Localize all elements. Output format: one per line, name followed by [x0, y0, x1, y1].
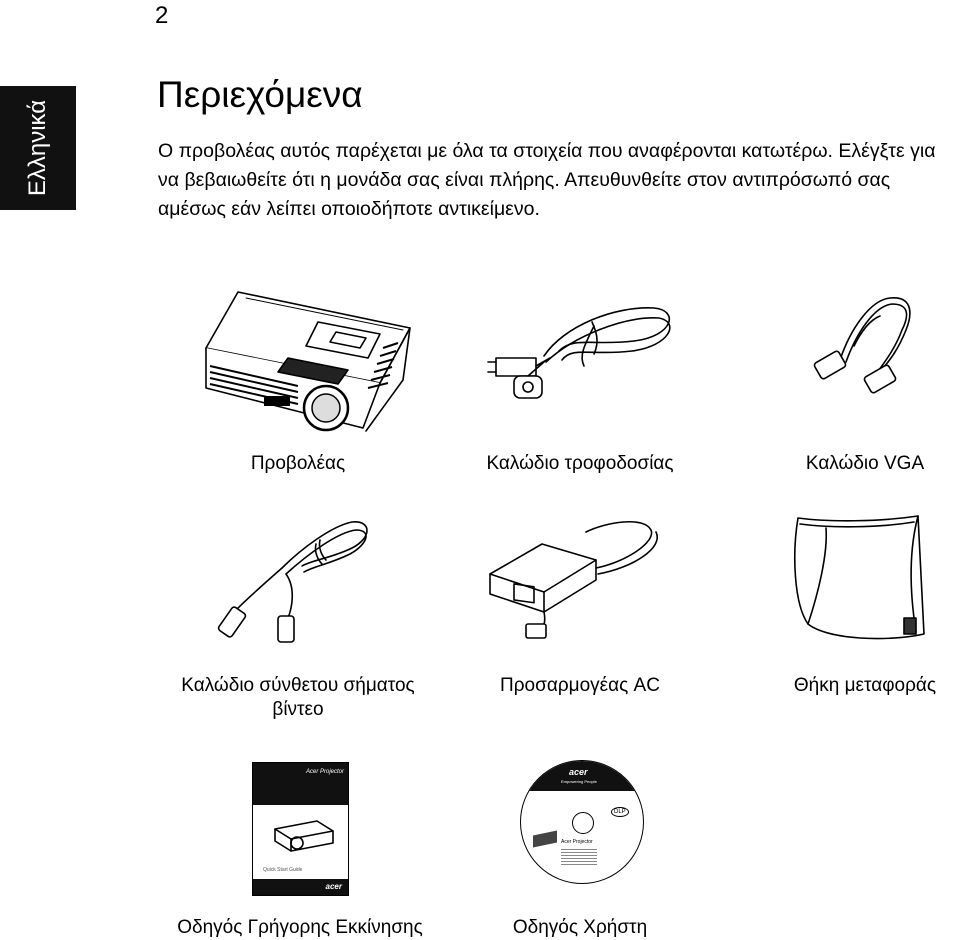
power-cord-icon — [484, 296, 684, 408]
user-guide-cd-icon — [520, 760, 644, 884]
caption-projector: Προβολέας — [250, 453, 346, 474]
cd-text-lines — [561, 847, 597, 867]
carrying-case-icon — [788, 514, 928, 644]
caption-ac-adapter: Προσαρμογέας AC — [500, 675, 660, 696]
page-number: 2 — [155, 2, 169, 29]
cd-hole — [572, 812, 594, 834]
language-side-tab — [0, 86, 76, 210]
page-title: Περιεχόμενα — [157, 74, 363, 115]
cd-brand: acer — [569, 767, 588, 777]
composite-cable-icon — [222, 518, 374, 644]
cd-dlp-logo: DLP — [611, 807, 629, 817]
guide-cover-subtitle: Quick Start Guide — [263, 867, 303, 873]
ac-adapter-icon — [486, 512, 666, 644]
intro-paragraph: Ο προβολέας αυτός παρέχεται με όλα τα στοιχεία που αναφέρονται κατωτέρω. Ελέγξτε για να βεβαιωθείτε ότι η μονάδα σας είναι πλήρης. Απευθυνθείτε στον αντιπρόσωπό σας αμέσως εάν λείπει οποιοδήποτε αντικείμενο. — [158, 140, 936, 220]
cd-title: Acer Projector — [561, 839, 593, 845]
guide-projector-illustration — [267, 815, 337, 855]
caption-power-cord: Καλώδιο τροφοδοσίας — [486, 453, 674, 474]
caption-user-guide: Οδηγός Χρήστη — [512, 917, 648, 938]
vga-cable-icon — [810, 290, 920, 400]
caption-vga-cable: Καλώδιο VGA — [805, 453, 925, 474]
quick-start-guide-icon — [252, 762, 349, 896]
guide-cover-footer — [253, 879, 348, 895]
projector-icon — [198, 288, 416, 438]
caption-composite-cable: Καλώδιο σύνθετου σήματος βίντεο — [181, 675, 415, 720]
guide-cover-title: Acer Projector — [305, 769, 344, 775]
caption-carrying-case: Θήκη μεταφοράς — [793, 675, 937, 696]
cd-tagline: Empowering People — [561, 779, 597, 784]
guide-cover-header — [253, 763, 348, 805]
caption-quick-start-guide: Οδηγός Γρήγορης Εκκίνησης — [177, 917, 423, 938]
side-tab-label: Ελληνικά — [24, 99, 51, 197]
guide-cover-brand: acer — [325, 882, 342, 891]
cd-projector-image — [533, 830, 557, 847]
